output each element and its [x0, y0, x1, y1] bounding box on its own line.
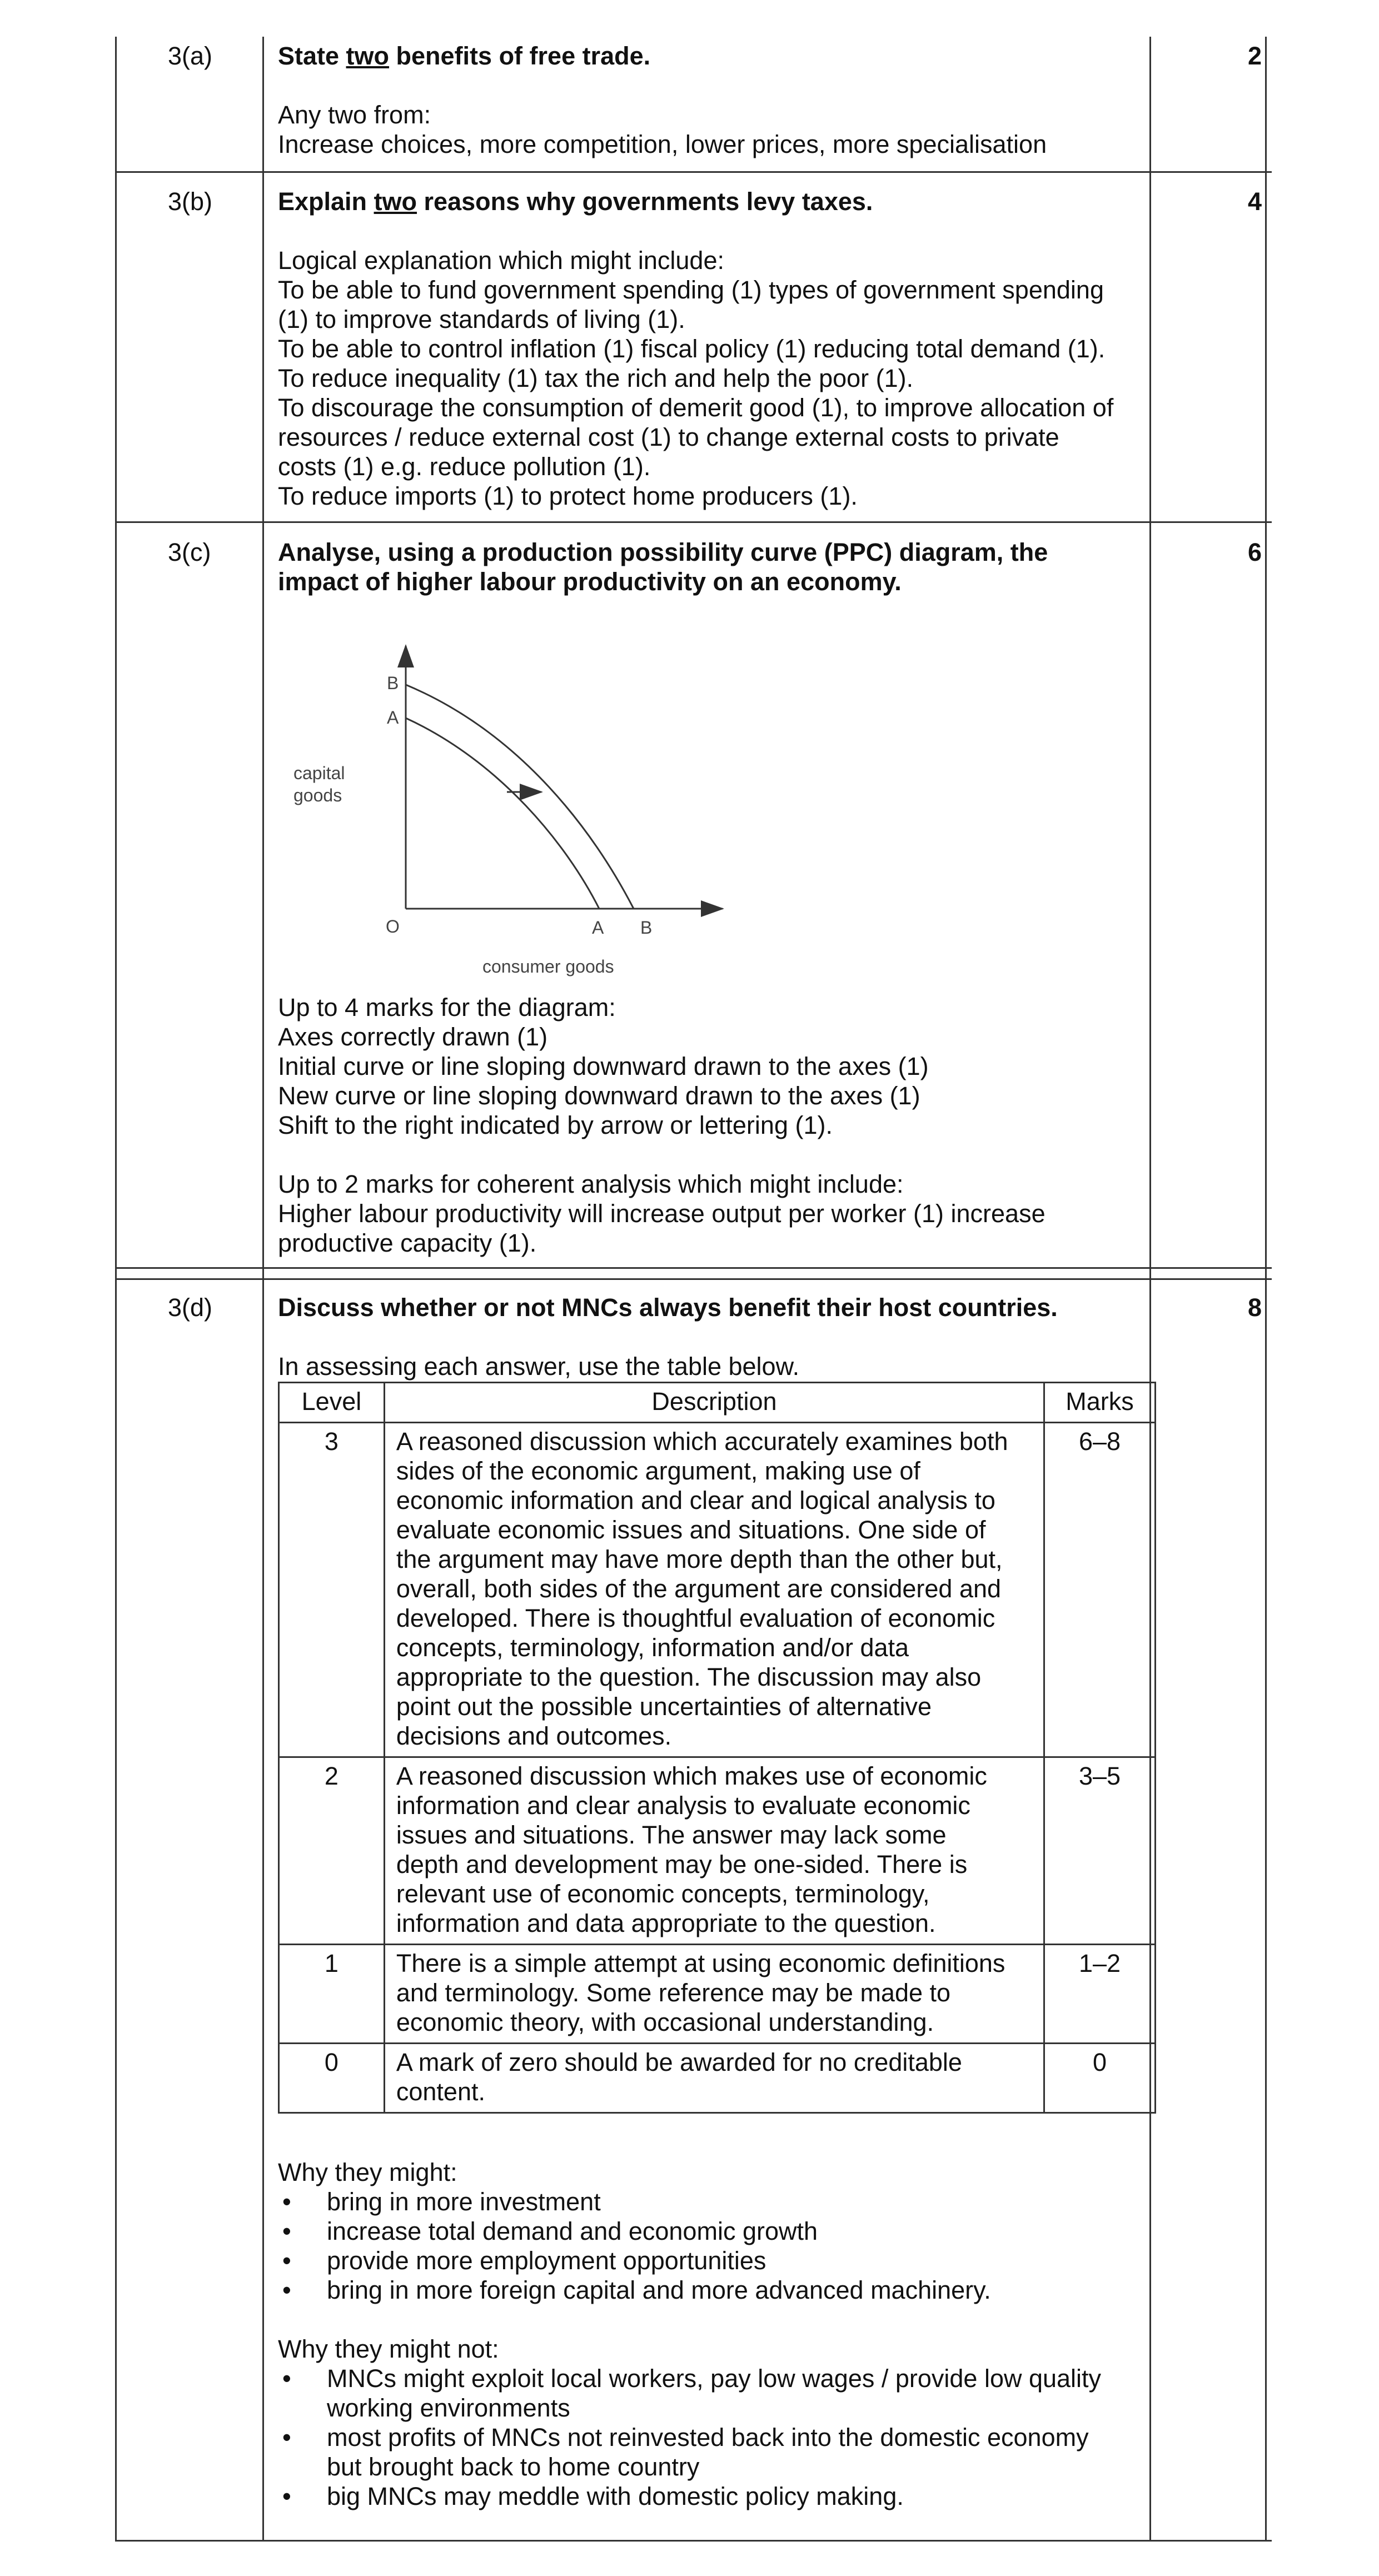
y-axis-label: goods — [293, 785, 342, 805]
ppc-new-curve — [406, 685, 634, 909]
question-line: Discuss whether or not MNCs always benefit their host countries. — [278, 1293, 1058, 1322]
answer-line: To be able to fund government spending (1) types of government spending — [278, 276, 1104, 304]
ppc-initial-curve — [406, 718, 599, 909]
level-cell: 2 — [279, 1757, 385, 1945]
table-row — [279, 1757, 1156, 1945]
marks-cell: 1–2 — [1044, 1945, 1156, 2044]
answer-line: (1) to improve standards of living (1). — [278, 305, 685, 333]
row-divider-3a-3b — [115, 171, 1272, 173]
question-id-3d: 3(d) — [168, 1293, 213, 1322]
answer-3c — [278, 993, 1156, 1258]
answer-line: Up to 2 marks for coherent analysis which might include: — [278, 1170, 904, 1198]
answer-line: Shift to the right indicated by arrow or lettering (1). — [278, 1111, 833, 1139]
list-item: • bring in more foreign capital and more advanced machinery. — [282, 2276, 991, 2304]
answer-line: To reduce imports (1) to protect home producers (1). — [278, 482, 858, 510]
column-header: Level — [279, 1383, 385, 1423]
list-item: • most profits of MNCs not reinvested back into the domestic economy but brought back to home country — [282, 2423, 1089, 2481]
table-right-border — [1265, 37, 1267, 2542]
answer-line: Any two from: — [278, 101, 431, 129]
marks-cell: 3–5 — [1044, 1757, 1156, 1945]
answer-line: Higher labour productivity will increase output per worker (1) increase — [278, 1199, 1046, 1228]
x-mark-inner: A — [592, 918, 604, 938]
x-axis-label: consumer goods — [482, 956, 614, 976]
question-id-3b: 3(b) — [168, 187, 213, 216]
answer-3d — [278, 2158, 1156, 2511]
answer-line: Logical explanation which might include: — [278, 246, 724, 275]
answer-line: To be able to control inflation (1) fiscal policy (1) reducing total demand (1). — [278, 335, 1106, 363]
level-cell: 3 — [279, 1423, 385, 1757]
answer-line: productive capacity (1). — [278, 1229, 537, 1257]
might-list — [278, 2187, 1156, 2305]
answer-line: costs (1) e.g. reduce pollution (1). — [278, 452, 651, 481]
question-line: impact of higher labour productivity on an economy. — [278, 567, 902, 596]
might-heading: Why they might: — [278, 2158, 457, 2186]
table-bottom-border — [115, 2540, 1272, 2542]
question-line: Analyse, using a production possibility curve (PPC) diagram, the — [278, 538, 1048, 566]
description-cell: There is a simple attempt at using economic definitions and terminology. Some reference may be made to economic theory, with occasional understanding. — [384, 1945, 1044, 2044]
list-item: • increase total demand and economic growth — [282, 2217, 818, 2245]
table-row — [279, 2044, 1156, 2113]
column-header: Marks — [1044, 1383, 1156, 1423]
question-3d — [278, 1293, 1156, 1381]
table-intro: In assessing each answer, use the table below. — [278, 1352, 800, 1381]
list-item: • MNCs might exploit local workers, pay low wages / provide low quality working environments — [282, 2364, 1102, 2422]
table-left-border — [115, 37, 117, 2542]
answer-line: To discourage the consumption of demerit good (1), to improve allocation of — [278, 393, 1114, 422]
id-column-divider — [262, 37, 264, 2542]
question-id-3a: 3(a) — [168, 42, 213, 70]
list-item: • provide more employment opportunities — [282, 2246, 766, 2275]
description-cell: A mark of zero should be awarded for no creditable content. — [384, 2044, 1044, 2113]
description-cell: A reasoned discussion which makes use of economic information and clear analysis to evaluate economic issues and situations. The answer may lack some depth and development may be one-sided. There is relevant use of economic concepts, terminology, information and data appropriate to the question. — [384, 1757, 1044, 1945]
y-axis-label: capital — [293, 763, 345, 783]
question-3a: State two benefits of free trade. — [278, 42, 651, 70]
row-divider-3c-3d-top — [115, 1267, 1272, 1269]
marks-cell: 0 — [1044, 2044, 1156, 2113]
y-mark-outer: B — [387, 673, 399, 693]
table-row — [279, 1423, 1156, 1757]
answer-3a — [278, 41, 1156, 159]
might-not-heading: Why they might not: — [278, 2335, 499, 2363]
description-cell: A reasoned discussion which accurately examines both sides of the economic argument, making use of economic information and clear and logical analysis to evaluate economic issues and situations. One side of the argument may have more depth than the other but, overall, both sides of the argument are considered and developed. There is thoughtful evaluation of economic concepts, terminology, information and/or data appropriate to the question. The discussion may also point out the possible uncertainties of alternative decisions and outcomes. — [384, 1423, 1044, 1757]
answer-line: Increase choices, more competition, lower prices, more specialisation — [278, 130, 1047, 158]
question-3c — [278, 537, 1156, 596]
levels-table-header — [279, 1383, 1156, 1423]
answer-line: Axes correctly drawn (1) — [278, 1023, 548, 1051]
answer-3b — [278, 187, 1156, 511]
column-header: Description — [384, 1383, 1044, 1423]
marks-3d: 8 — [1247, 1293, 1262, 1322]
row-divider-3c-3d-bottom — [115, 1278, 1272, 1280]
answer-line: New curve or line sloping downward drawn to the axes (1) — [278, 1082, 920, 1110]
answer-line: Up to 4 marks for the diagram: — [278, 993, 616, 1022]
ppc-diagram — [278, 634, 756, 1000]
answer-line: Initial curve or line sloping downward drawn to the axes (1) — [278, 1052, 929, 1080]
list-item: • bring in more investment — [282, 2188, 601, 2216]
question-3b: Explain two reasons why governments levy taxes. — [278, 187, 873, 216]
marks-3b: 4 — [1247, 187, 1262, 216]
might-not-list — [278, 2364, 1156, 2511]
level-cell: 1 — [279, 1945, 385, 2044]
marks-3a: 2 — [1247, 42, 1262, 70]
table-row — [279, 1945, 1156, 2044]
x-mark-outer: B — [640, 918, 653, 938]
level-cell: 0 — [279, 2044, 385, 2113]
row-divider-3b-3c — [115, 521, 1272, 523]
levels-table — [278, 1382, 1156, 2114]
question-id-3c: 3(c) — [168, 538, 211, 566]
y-mark-inner: A — [387, 707, 399, 728]
answer-line: resources / reduce external cost (1) to change external costs to private — [278, 423, 1059, 451]
marks-cell: 6–8 — [1044, 1423, 1156, 1757]
marks-3c: 6 — [1247, 538, 1262, 566]
answer-line: To reduce inequality (1) tax the rich and help the poor (1). — [278, 364, 914, 392]
list-item: • big MNCs may meddle with domestic policy making. — [282, 2482, 904, 2510]
origin-label: O — [386, 916, 400, 936]
